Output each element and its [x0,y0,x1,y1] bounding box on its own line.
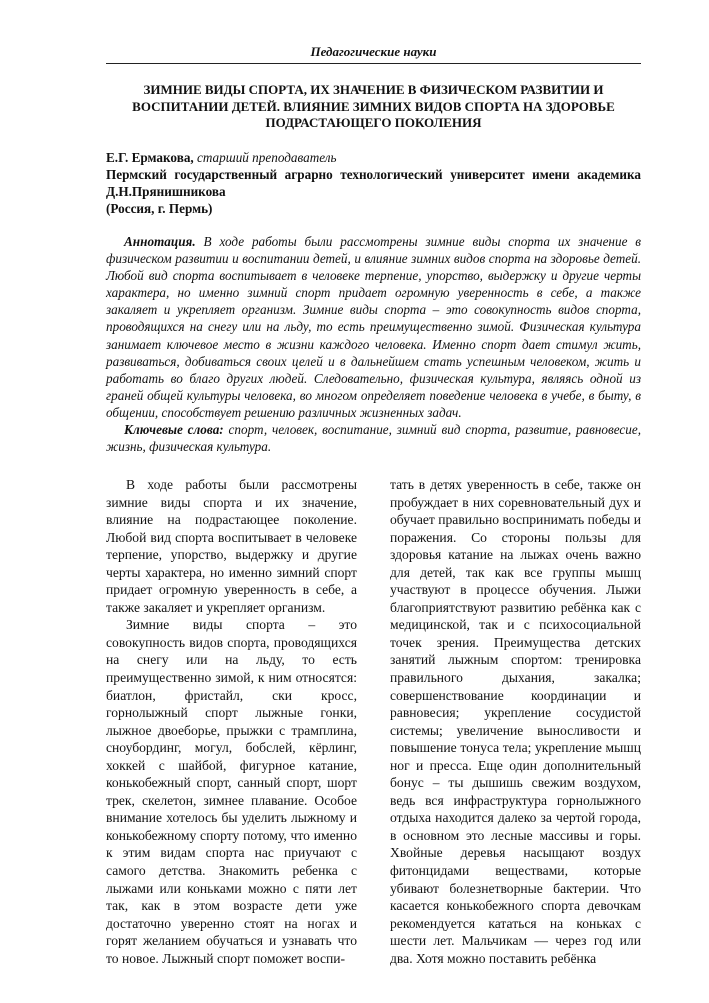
author-role: старший преподаватель [197,150,337,165]
abstract-text: В ходе работы были рассмотрены зимние виды спорта их значение в физическом развитии и воспитании детей, и влияние зимних видов спорта на здоровье детей. Любой вид спорта воспитывает в человеке терпение, упорство, выдержку и другие черты характера, но именно зимний спорт придает огромную уверенность в себе, а также закаляет и укрепляет организм. Зимние виды спорта – это совокупность видов спорта, проводящихся на снегу или на льду, то есть преимущественно зимой. Физическая культура занимает ключевое место в жизни каждого человека. Именно спорт дает стимул жить, развиваться, добиваться своих целей и в дальнейшем стать успешным человеком, жить и работать во благо других людей. Следовательно, физическая культура, являясь одной из граней общей культуры человека, во многом определяет поведение человека в учебе, в быту, в общении, способствует решению различных жизненных задач. [106,234,642,420]
body-paragraph: Зимние виды спорта – это совокупность видов спорта, проводящихся на снегу или на льду, то есть преимущественно зимой, к ним относятся: биатлон, фристайл, ски кросс, горнолыжный спорт лыжные гонки, лыжное двоеборье, прыжки с трамплина, сноубординг, могул, бобслей, кёрлинг, хоккей с шайбой, фигурное катание, конькобежный спорт, санный спорт, шорт трек, скелетон, зимнее плавание. Особое внимание хотелось бы уделить лыжному и конькобежному спорту потому, что именно к этим видам спорта нас приучают с самого детства. Знакомить ребенка с лыжами или коньками можно с пяти лет так, как в этом возрасте дети уже достаточно уверенно стоят на ногах и горят желанием обучаться и узнавать что то новое. Лыжный спорт поможет воспи- [106,617,357,966]
article-title: ЗИМНИЕ ВИДЫ СПОРТА, ИХ ЗНАЧЕНИЕ В ФИЗИЧЕСКОМ РАЗВИТИИ И ВОСПИТАНИИ ДЕТЕЙ. ВЛИЯНИЕ ЗИМНИХ ВИДОВ СПОРТА НА ЗДОРОВЬЕ ПОДРАСТАЮЩЕГО ПОКОЛЕНИЯ [132,82,615,130]
running-head: Педагогические науки [310,44,437,59]
abstract-label: Аннотация. [124,234,196,249]
keywords-label: Ключевые слова: [124,422,224,438]
header-rule [106,63,641,64]
abstract-paragraph [106,233,641,421]
abstract-section [106,233,641,455]
body-paragraph: В ходе работы были рассмотрены зимние виды спорта и их значение, влияние на подрастающее поколение. Любой вид спорта воспитывает в человеке терпение, упорство, выдержку и другие черты характера, но именно зимний спорт придает огромную уверенность в себе, а также закаляет и укрепляет организм. [106,477,357,615]
author-location: (Россия, г. Пермь) [106,201,213,216]
keywords-paragraph [106,421,641,455]
author-name: Е.Г. Ермакова, [106,150,194,165]
author-affiliation: Пермский государственный аграрно технологический университет имени академика Д.Н.Прянишникова [106,167,641,199]
body-column-right [390,476,641,967]
keywords-text: спорт, человек, воспитание, зимний вид спорта, развитие, равновесие, жизнь, физическая культура. [106,422,642,455]
author-block [106,149,641,217]
author-line [106,149,641,166]
body-column-left [106,476,357,967]
body-paragraph: тать в детях уверенность в себе, также он пробуждает в них соревновательный дух и обучает правильно воспринимать победы и поражения. Со стороны пользы для здоровья катание на лыжах очень важно для детей, так как все группы мышц участвуют в процессе обучения. Лыжи благоприятствуют развитию ребёнка как с медицинской, так и с психосоциальной точек зрения. Преимущества детских занятий лыжным спортом: тренировка правильного дыхания, закалка; совершенствование координации и равновесия; укрепление сосудистой системы; увеличение выносливости и повышение тонуса тела; укрепление мышц ног и пресса. Еще один дополнительный бонус – ты дышишь свежим воздухом, ведь вся инфраструктура горнолыжного отдыха находится далеко за чертой города, в основном это лесные массивы и горы. Хвойные деревья насыщают воздух фитонцидами веществами, которые убивают болезнетворные бактерии. Что касается конькобежного спорта девочкам рекомендуется кататься на коньках с шести лет. Мальчикам — через год или два. Хотя можно поставить ребёнка [390,477,641,966]
